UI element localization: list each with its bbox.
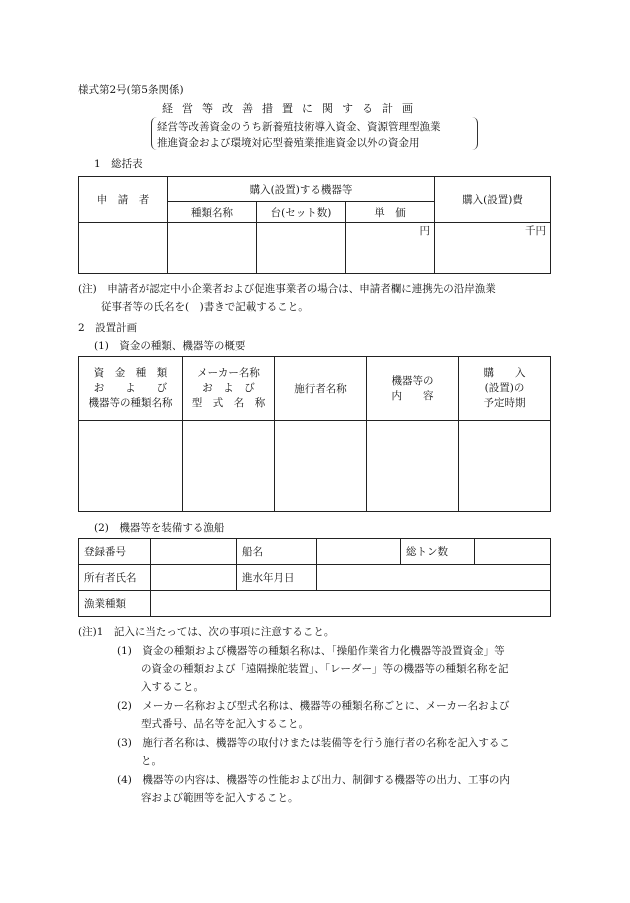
section-2-heading: 2 設置計画 <box>78 322 138 334</box>
reg-no-cell[interactable] <box>151 539 237 565</box>
form-number: 様式第2号(第5条関係) <box>78 84 184 96</box>
note-1-line-2: の資金の種類および「遠隔操舵装置」、「レーダー」等の機器等の種類名称を記 <box>141 663 509 675</box>
launch-date-cell[interactable] <box>317 565 551 591</box>
equipment-overview-table <box>78 356 551 512</box>
contractor-header: 施行者名称 <box>275 357 367 421</box>
applicant-cell[interactable] <box>79 223 168 274</box>
schedule-header-l1: 購 入 <box>483 367 526 379</box>
type-name-cell[interactable] <box>168 223 257 274</box>
subsection-2-heading: (2) 機器等を装備する漁船 <box>94 522 225 534</box>
fund-type-header-l1: 資 金 種 類 <box>93 367 168 379</box>
note-3-line-1: (3) 施行者名称は、機器等の取付けまたは装備等を行う施行者の名称を記入するこ <box>117 737 510 749</box>
maker-header-l3: 型 式 名 称 <box>191 397 266 409</box>
owner-name-cell[interactable] <box>151 565 237 591</box>
section-1-note-line-1: (注) 申請者が認定中小企業者および促進事業者の場合は、申請者欄に連携先の沿岸漁業 <box>78 283 496 295</box>
note-3-line-2: と。 <box>141 755 162 767</box>
fund-type-cell[interactable] <box>79 421 183 512</box>
gross-tonnage-cell[interactable] <box>475 539 551 565</box>
maker-header-l1: メーカー名称 <box>197 367 260 379</box>
owner-name-label: 所有者氏名 <box>79 565 151 591</box>
summary-table <box>78 176 551 274</box>
note-2-line-1: (2) メーカー名称および型式名称は、機器等の種類名称ごとに、メーカー名および <box>117 700 510 712</box>
quantity-cell[interactable] <box>257 223 346 274</box>
note-1-line-1: (1) 資金の種類および機器等の種類名称は、「操船作業省力化機器等設置資金」等 <box>117 645 505 657</box>
schedule-header <box>459 357 551 421</box>
content-cell[interactable] <box>367 421 459 512</box>
subtitle-line-1: 経営等改善資金のうち新養殖技術導入資金、資源管理型漁業 <box>157 121 441 133</box>
contractor-cell[interactable] <box>275 421 367 512</box>
content-header <box>367 357 459 421</box>
subtitle-line-2: 推進資金および環境対応型養殖業推進資金以外の資金用 <box>157 137 420 149</box>
fund-type-header-l2: お よ び <box>93 382 168 394</box>
content-header-l1: 機器等の <box>391 374 434 387</box>
ship-name-label: 船名 <box>237 539 317 565</box>
gross-tonnage-label: 総トン数 <box>401 539 475 565</box>
cost-cell[interactable] <box>435 223 551 274</box>
yen-unit: 円 <box>419 225 431 237</box>
maker-cell[interactable] <box>183 421 275 512</box>
schedule-header-l2: (設置)の <box>484 382 525 394</box>
note-4-line-2: 容および範囲等を記入すること。 <box>141 792 299 804</box>
type-name-header: 種類名称 <box>168 202 257 223</box>
unit-price-header: 単 価 <box>346 202 435 223</box>
ship-name-cell[interactable] <box>317 539 401 565</box>
section-1-heading: 1 総括表 <box>94 158 143 170</box>
maker-header <box>183 357 275 421</box>
fund-type-header <box>79 357 183 421</box>
quantity-header: 台(セット数) <box>257 202 346 223</box>
unit-price-cell[interactable] <box>346 223 435 274</box>
maker-header-l2: お よ び <box>202 382 255 394</box>
applicant-header: 申 請 者 <box>79 177 168 223</box>
equipment-group-header: 購入(設置)する機器等 <box>168 177 435 202</box>
note-4-line-1: (4) 機器等の内容は、機器等の性能および出力、制御する機器等の出力、工事の内 <box>117 774 510 786</box>
subsection-1-heading: (1) 資金の種類、機器等の概要 <box>94 340 246 352</box>
vessel-table <box>78 538 551 617</box>
section-1-note-line-2: 従事者等の氏名を( )書きで記載すること。 <box>101 301 309 313</box>
notes-intro: (注)1 記入に当たっては、次の事項に注意すること。 <box>78 626 335 638</box>
page-title: 経営等改善措置に関する計画 <box>162 102 422 115</box>
schedule-header-l3: 予定時期 <box>483 397 526 409</box>
launch-date-label: 進水年月日 <box>237 565 317 591</box>
fund-type-header-l3: 機器等の種類名称 <box>88 397 173 409</box>
cost-header: 購入(設置)費 <box>435 177 551 223</box>
note-1-line-3: 入すること。 <box>141 681 204 693</box>
content-header-l2: 内 容 <box>391 389 434 402</box>
thousand-yen-unit: 千円 <box>525 225 547 237</box>
schedule-cell[interactable] <box>459 421 551 512</box>
reg-no-label: 登録番号 <box>79 539 151 565</box>
fishery-type-cell[interactable] <box>151 591 551 617</box>
fishery-type-label: 漁業種類 <box>79 591 151 617</box>
note-2-line-2: 型式番号、品名等を記入すること。 <box>141 718 309 730</box>
